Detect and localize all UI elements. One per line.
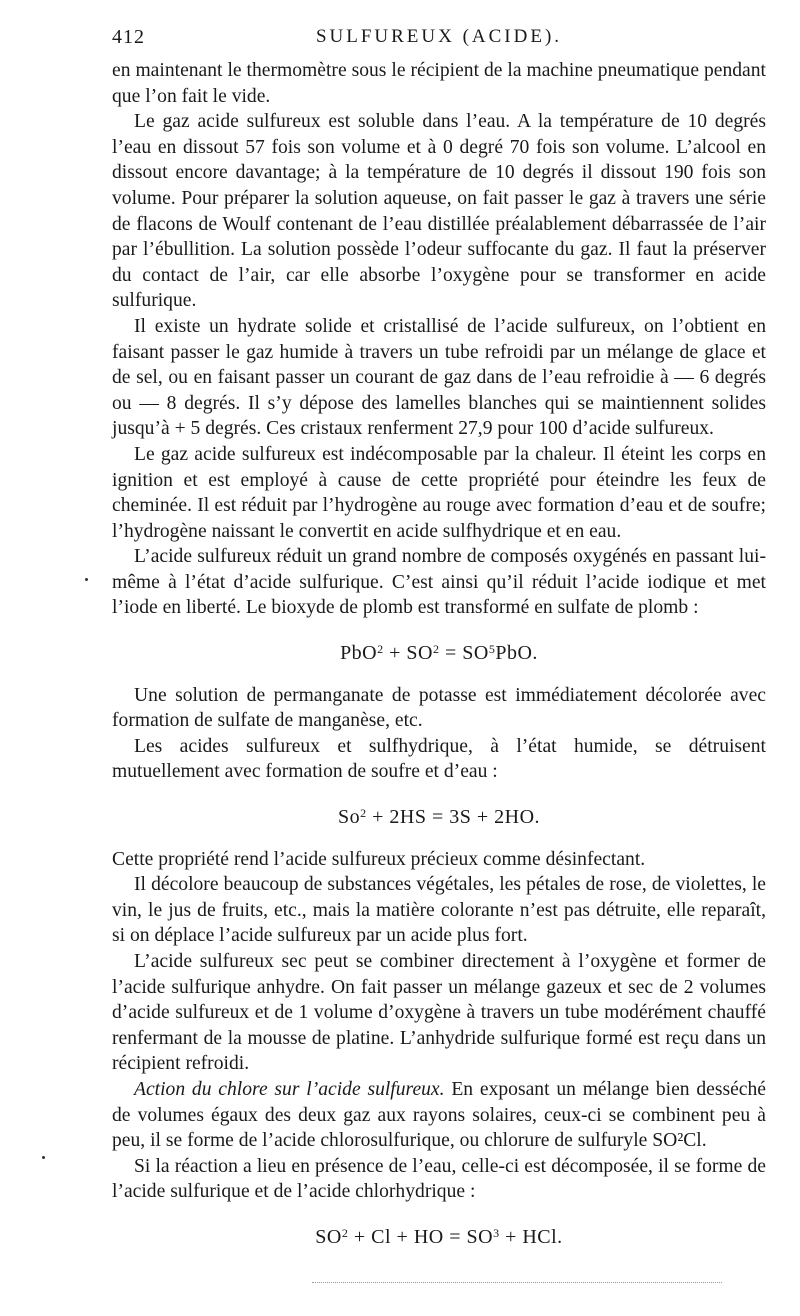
paragraph-oxygen: L’acide sulfureux sec peut se combiner directement à l’oxygène et former de l’acide sulfurique anhydre. On fait passer un mélange gazeux et sec de 2 volumes d’acide sulfureux et de 1 volume d’oxygène à travers un tube modérément chauffé renfermant de la mousse de platine. L’anhydride sulfurique formé est reçu dans un récipient refroidi. [112,951,766,1075]
paragraph-reduction: L’acide sulfureux réduit un grand nombre de composés oxygénés en passant lui-même à l’état d’acide sulfurique. C’est ainsi qu’il réduit l’acide iodique et met l’iode en liberté. Le bioxyde de plomb est transformé en sulfate de plomb : [112,546,766,619]
equation-chlorine [112,1221,766,1251]
eq1-sup-c: 5 [488,642,496,657]
footer-bleed-through [312,1282,722,1283]
paragraph-disinfectant: Cette propriété rend l’acide sulfureux précieux comme désinfectant. [112,848,646,870]
eq1-term-c: = SO [439,642,489,665]
paragraph-mutual-destruction: Les acides sulfureux et sulfhydrique, à l’état humide, se détruisent mutuellement avec formation de soufre et d’eau : [112,735,766,783]
equation-sulfhydric [112,801,766,831]
eq3-term-c: + HCl. [499,1225,563,1248]
eq2-term-b: + 2HS = 3S + 2HO. [366,806,541,829]
eq2-sup-a: 2 [360,806,367,821]
eq3-term-a: SO [315,1225,342,1248]
eq1-sup-b: 2 [433,642,440,657]
paragraph-solubility: Le gaz acide sulfureux est soluble dans l’eau. A la température de 10 degrés l’eau en dissout 57 fois son volume et à 0 degré 70 fois son volume. L’alcool en dissout encore davantage; à la température de 10 degrés il dissout 190 fois son volume. Pour préparer la solution aqueuse, on fait passer le gaz à travers une série de flacons de Woulf contenant de l’eau distillée préalablement débarrassée de l’air par l’ébullition. La solution possède l’odeur suffocante du gaz. Il faut la préserver du contact de l’air, car elle absorbe l’oxygène pour se transformer en acide sulfurique. [112,111,766,312]
paragraph-chlorine [112,1077,766,1154]
running-head: SULFUREUX (ACIDE). [315,26,563,47]
eq2-term-a: So [337,806,361,829]
margin-speck [42,1156,45,1159]
paragraph-chlorine-text: En exposant un mélange bien desséché de volumes égaux des deux gaz aux rayons solaires, ceux-ci se combinent peu à peu, il se forme de l’acide chlorosulfurique, ou chlorure de sulfuryle SO²Cl. [112,1078,766,1152]
eq3-term-b: + Cl + HO = SO [348,1225,494,1248]
page-body [112,58,766,1267]
section-lead-chlorine: Action du chlore sur l’acide sulfureux. [134,1078,445,1100]
eq3-sup-a: 2 [341,1225,349,1240]
paragraph-continuation: en maintenant le thermomètre sous le récipient de la machine pneumatique pendant que l’on fait le vide. [112,60,766,107]
paragraph-hydrate: Il existe un hydrate solide et cristallisé de l’acide sulfureux, on l’obtient en faisant passer le gaz humide à travers un tube refroidi par un mélange de glace et de sel, ou en faisant passer un courant de gaz dans de l’eau refroidie à — 6 degrés ou — 8 degrés. Il s’y dépose des lamelles blanches qui se maintiennent solides jusqu’à + 5 degrés. Ces cristaux renferment 27,9 pour 100 d’acide sulfureux. [112,315,766,440]
eq1-sup-a: 2 [377,642,384,657]
eq1-term-a: PbO [340,642,378,665]
equation-lead-dioxide [112,637,766,667]
page-header [112,26,766,56]
paragraph-heat: Le gaz acide sulfureux est indécomposable par la chaleur. Il éteint les corps en ignition et est employé à cause de cette propriété pour éteindre les feux de cheminée. Il est réduit par l’hydrogène au rouge avec formation d’eau et de soufre; l’hydrogène naissant le convertit en acide sulfhydrique et en eau. [112,443,766,542]
margin-speck [85,578,88,581]
paragraph-water-reaction: Si la réaction a lieu en présence de l’eau, celle-ci est décomposée, il se forme de l’acide sulfurique et de l’acide chlorhydrique : [112,1155,766,1203]
paragraph-permanganate: Une solution de permanganate de potasse est immédiatement décolorée avec formation de sulfate de manganèse, etc. [112,684,766,732]
eq3-sup-b: 3 [493,1225,500,1240]
paragraph-bleaching: Il décolore beaucoup de substances végétales, les pétales de rose, de violettes, le vin, le jus de fruits, etc., mais la matière colorante n’est pas détruite, elle reparaît, si on déplace l’acide sulfureux par un acide plus fort. [112,874,766,947]
eq1-term-d: PbO. [495,642,538,665]
page-number: 412 [112,26,145,48]
eq1-term-b: + SO [383,642,433,665]
